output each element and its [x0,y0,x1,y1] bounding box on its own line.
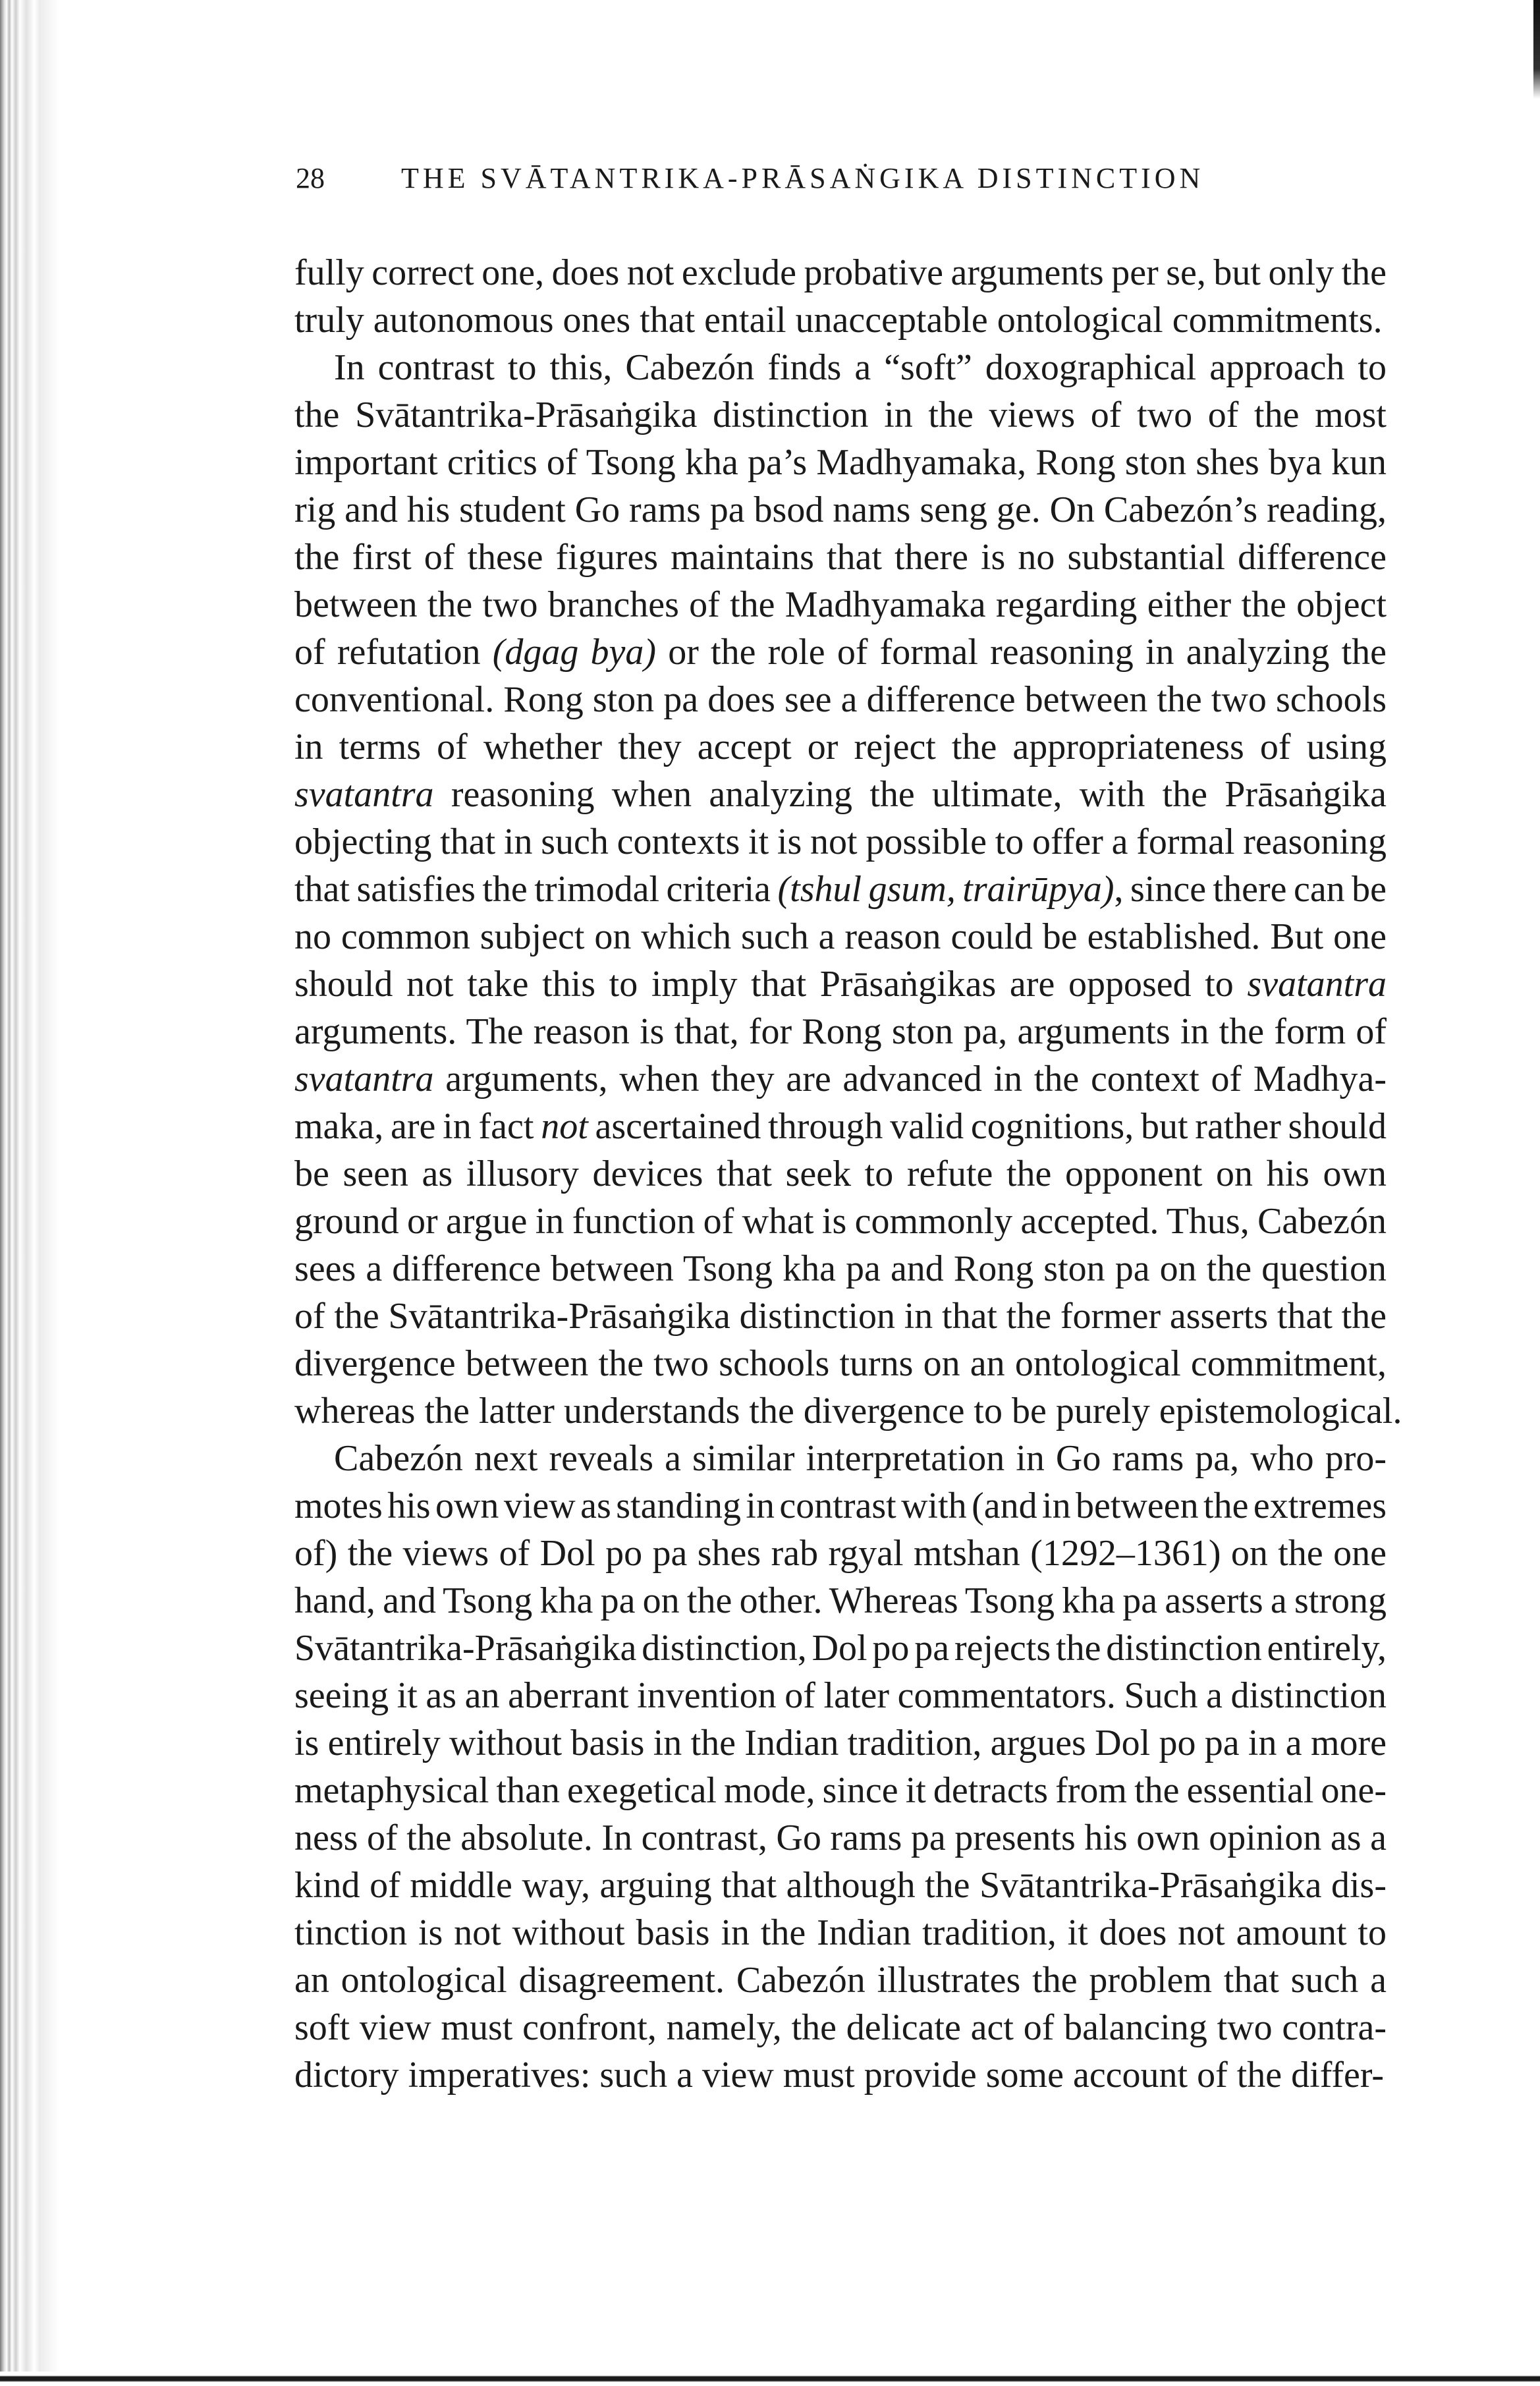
text-line: arguments. The reason is that, for Rong ston pa, arguments in the form of [294,1011,1387,1052]
text-line: soft view must confront, namely, the delicate act of balancing two contra- [294,2007,1387,2048]
paragraph [294,249,1387,344]
text-line: whereas the latter understands the divergence to be purely epistemological. [294,1391,1402,1431]
text-line: metaphysical than exegetical mode, since it detracts from the essential one- [294,1770,1387,1811]
text-line: that satisfies the trimodal criteria (tshul gsum, trairūpya), since there can be [294,869,1387,910]
text-line: divergence between the two schools turns on an ontological commitment, [294,1343,1387,1384]
page-number: 28 [296,162,325,194]
paragraph [294,344,1402,1435]
scan-gutter [0,0,59,2386]
text-line: dictory imperatives: such a view must provide some account of the differ- [294,2055,1385,2095]
text-line: in terms of whether they accept or reject the appropriateness of using [294,727,1387,767]
text-line: svatantra reasoning when analyzing the ultimate, with the Prāsaṅgika [294,774,1387,815]
text-line: between the two branches of the Madhyamaka regarding either the object [294,584,1387,625]
text-line: of) the views of Dol po pa shes rab rgyal mtshan (1292–1361) on the one [294,1533,1387,1574]
text-line: svatantra arguments, when they are advanced in the context of Madhya- [294,1059,1387,1099]
text-line: objecting that in such contexts it is not possible to offer a formal reasoning [294,821,1387,862]
scan-bottom-edge [0,2372,1540,2386]
text-line: of refutation (dgag bya) or the role of formal reasoning in analyzing the [294,632,1387,673]
text-line: truly autonomous ones that entail unacceptable ontological commitments. [294,300,1383,341]
text-line: ground or argue in function of what is commonly accepted. Thus, Cabezón [294,1201,1387,1242]
text-line: should not take this to imply that Prāsaṅgikas are opposed to svatantra [294,964,1387,1005]
scan-crop-mark [1533,0,1540,99]
text-line: ness of the absolute. In contrast, Go rams pa presents his own opinion as a [294,1817,1387,1858]
text-line: maka, are in fact not ascertained through valid cognitions, but rather should [294,1106,1387,1147]
body-text [294,249,1402,2099]
text-line: In contrast to this, Cabezón finds a “soft” doxographical approach to [334,347,1387,388]
text-line: fully correct one, does not exclude probative arguments per se, but only the [294,252,1387,293]
text-line: the Svātantrika-Prāsaṅgika distinction in the views of two of the most [294,395,1387,435]
text-line: conventional. Rong ston pa does see a difference between the two schools [294,679,1387,720]
text-line: motes his own view as standing in contrast with (and in between the extremes [294,1485,1387,1526]
text-line: rig and his student Go rams pa bsod nams seng ge. On Cabezón’s reading, [294,489,1387,530]
text-line: of the Svātantrika-Prāsaṅgika distinction in that the former asserts that the [294,1296,1387,1337]
text-line: an ontological disagreement. Cabezón illustrates the problem that such a [294,1960,1387,2001]
page-header [296,161,1264,195]
text-line: tinction is not without basis in the Indian tradition, it does not amount to [294,1912,1387,1953]
running-head: THE SVĀTANTRIKA-PRĀSAṄGIKA DISTINCTION [401,162,1205,194]
text-line: kind of middle way, arguing that although the Svātantrika-Prāsaṅgika dis- [294,1865,1387,1906]
text-line: be seen as illusory devices that seek to refute the opponent on his own [294,1153,1387,1194]
text-line: no common subject on which such a reason could be established. But one [294,916,1387,957]
text-line: the first of these figures maintains that there is no substantial difference [294,537,1387,578]
text-line: Cabezón next reveals a similar interpretation in Go rams pa, who pro- [334,1438,1387,1479]
text-line: seeing it as an aberrant invention of later commentators. Such a distinction [294,1675,1387,1716]
text-line: is entirely without basis in the Indian tradition, argues Dol po pa in a more [294,1723,1387,1763]
text-line: sees a difference between Tsong kha pa and Rong ston pa on the question [294,1248,1387,1289]
text-line: Svātantrika-Prāsaṅgika distinction, Dol po pa rejects the distinction entirely, [294,1628,1387,1669]
text-line: hand, and Tsong kha pa on the other. Whereas Tsong kha pa asserts a strong [294,1580,1387,1621]
text-line: important critics of Tsong kha pa’s Madhyamaka, Rong ston shes bya kun [294,442,1387,483]
paragraph [294,1435,1387,2099]
